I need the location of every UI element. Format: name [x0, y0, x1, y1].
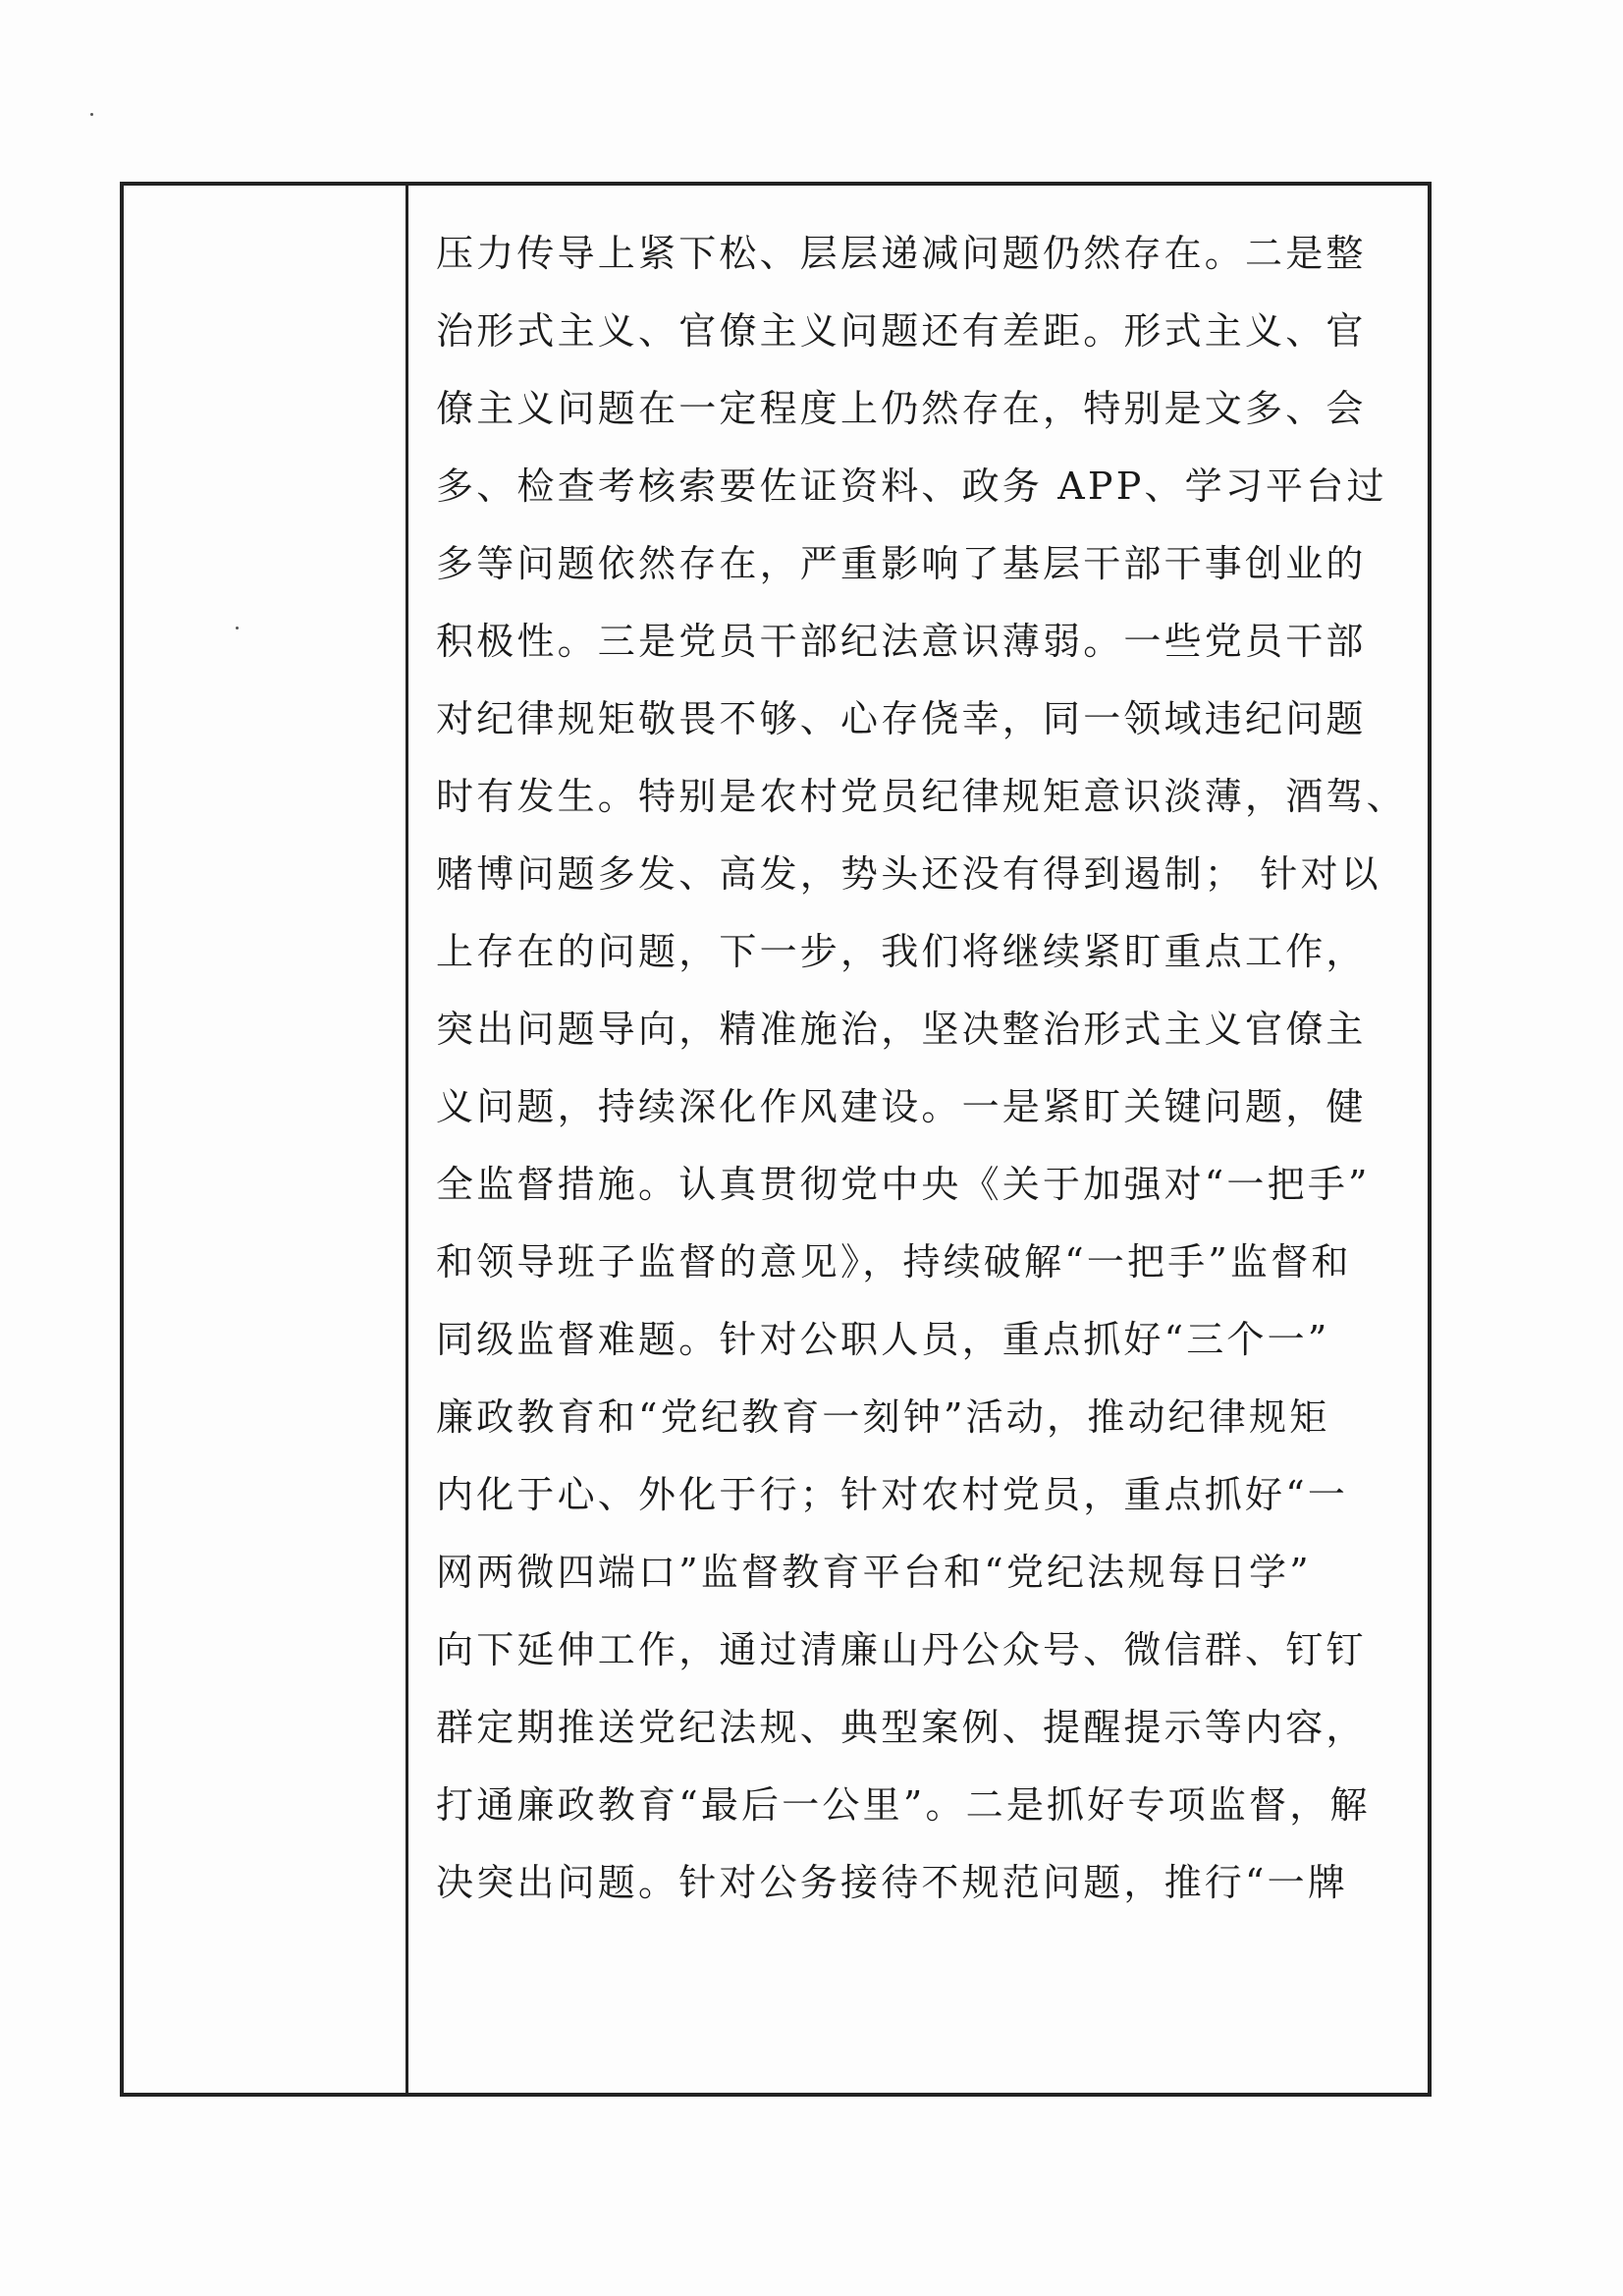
text-line: 治形式主义、官僚主义问题还有差距。形式主义、官 — [436, 309, 1367, 353]
text-line: 积极性。三是党员干部纪法意识薄弱。一些党员干部 — [436, 620, 1367, 663]
text-line: 廉政教育和“党纪教育一刻钟”活动，推动纪律规矩 — [436, 1395, 1330, 1439]
text-line: 僚主义问题在一定程度上仍然存在，特别是文多、会 — [436, 387, 1367, 430]
text-line: 向下延伸工作，通过清廉山丹公众号、微信群、钉钉 — [436, 1628, 1367, 1671]
text-line: 全监督措施。认真贯彻党中央《关于加强对“一把手” — [436, 1163, 1371, 1206]
text-line: 突出问题导向，精准施治，坚决整治形式主义官僚主 — [436, 1008, 1367, 1051]
text-line: 上存在的问题，下一步，我们将继续紧盯重点工作， — [436, 930, 1367, 973]
text-line: 时有发生。特别是农村党员纪律规矩意识淡薄，酒驾、 — [436, 775, 1407, 818]
text-line: 多等问题依然存在，严重影响了基层干部干事创业的 — [436, 542, 1367, 585]
text-line: 内化于心、外化于行；针对农村党员，重点抓好“一 — [436, 1473, 1349, 1516]
text-line: 义问题，持续深化作风建设。一是紧盯关键问题，健 — [436, 1085, 1367, 1128]
scan-speck — [90, 113, 93, 116]
text-line: 多、检查考核索要佐证资料、政务 APP、学习平台过 — [436, 465, 1387, 508]
text-line: 打通廉政教育“最后一公里”。二是抓好专项监督，解 — [436, 1783, 1371, 1827]
table-frame — [120, 182, 1432, 2097]
left-label-cell — [124, 186, 408, 2093]
text-line: 同级监督难题。针对公职人员，重点抓好“三个一” — [436, 1318, 1330, 1361]
text-line: 群定期推送党纪法规、典型案例、提醒提示等内容， — [436, 1706, 1367, 1749]
text-line: 对纪律规矩敬畏不够、心存侥幸，同一领域违纪问题 — [436, 697, 1367, 740]
text-line: 决突出问题。针对公务接待不规范问题，推行“一牌 — [436, 1861, 1349, 1904]
text-line: 网两微四端口”监督教育平台和“党纪法规每日学” — [436, 1551, 1312, 1594]
content-cell — [408, 186, 1428, 2093]
text-line: 压力传导上紧下松、层层递减问题仍然存在。二是整 — [436, 232, 1367, 275]
text-line: 赌博问题多发、高发，势头还没有得到遏制； 针对以 — [436, 852, 1381, 896]
text-line: 和领导班子监督的意见》，持续破解“一把手”监督和 — [436, 1240, 1352, 1284]
